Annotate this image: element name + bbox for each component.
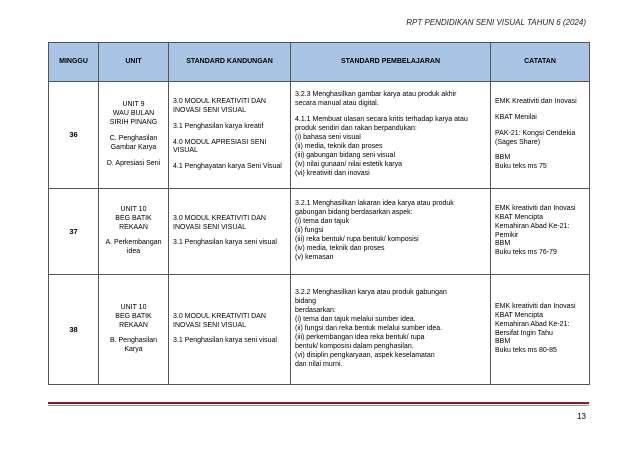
catatan-line: Buku teks ms 80-85: [495, 347, 557, 355]
pembelajaran-line: (vi) kreativiti dan inovasi: [295, 169, 370, 177]
cell-pembelajaran: [291, 275, 491, 385]
catatan-line: BBM: [495, 154, 511, 162]
unit-line: [103, 153, 164, 160]
header-minggu: MINGGU: [49, 43, 99, 82]
cell-minggu: 36: [49, 82, 99, 189]
unit-line: B. Penghasilan: [109, 337, 158, 345]
catatan-line: PAK-21: Kongsi Cendekia: [495, 129, 576, 137]
kandungan-line: [173, 330, 286, 337]
catatan-line: Bersifat Ingin Tahu: [495, 329, 553, 337]
unit-line: A. Perkembangan: [105, 239, 162, 247]
cell-minggu: 37: [49, 189, 99, 275]
catatan-line: (Sages Share): [495, 138, 541, 146]
cell-pembelajaran: [291, 82, 491, 189]
kandungan-line: 3.0 MODUL KREATIVITI DAN: [173, 97, 266, 105]
catatan-line: [495, 107, 585, 114]
pembelajaran-line: (ii) fungsi dan reka bentuk melalui sumber idea.: [295, 325, 443, 333]
cell-minggu: 38: [49, 275, 99, 385]
kandungan-line: 4.0 MODUL APRESIASI SENI: [173, 138, 267, 146]
kandungan-line: [173, 132, 286, 139]
pembelajaran-line: berdasarkan:: [295, 307, 336, 315]
header-catatan: CATATAN: [491, 43, 590, 82]
header-unit: UNIT: [99, 43, 169, 82]
unit-line: UNIT 10: [120, 205, 147, 213]
unit-line: BEG BATIK: [115, 214, 152, 222]
catatan-line: EMK kreativiti dan Inovasi: [495, 204, 576, 212]
kandungan-line: 3.1 Penghasilan karya seni visual: [173, 239, 277, 247]
pembelajaran-line: (ii) fungsi: [295, 227, 324, 235]
rpt-table: [48, 42, 590, 385]
table-row: [49, 189, 590, 275]
catatan-line: [495, 147, 585, 154]
cell-kandungan: [169, 82, 291, 189]
catatan-line: KBAT Menilai: [495, 113, 537, 121]
cell-unit: [99, 82, 169, 189]
catatan-line: BBM: [495, 240, 511, 248]
pembelajaran-line: (i) tema dan tajuk melalui sumber idea.: [295, 316, 416, 324]
pembelajaran-line: 3.2.2 Menghasilkan karya atau produk gabungan: [295, 289, 447, 297]
unit-line: REKAAN: [119, 223, 148, 231]
catatan-line: Kemahiran Abad Ke-21:: [495, 222, 570, 230]
kandungan-line: VISUAL: [173, 147, 198, 155]
unit-line: BEG BATIK: [115, 312, 152, 320]
pembelajaran-line: (iii) perkembangan idea reka bentuk/ rupa: [295, 333, 425, 341]
unit-line: [103, 128, 164, 135]
kandungan-line: INOVASI SENI VISUAL: [173, 106, 247, 114]
document-header-title: RPT PENDIDIKAN SENI VISUAL TAHUN 6 (2024): [406, 18, 586, 27]
pembelajaran-line: 3.2.1 Menghasilkan lakaran idea karya atau produk: [295, 200, 454, 208]
page-number: 13: [577, 412, 586, 421]
unit-line: C. Penghasilan: [109, 135, 158, 142]
kandungan-line: INOVASI SENI VISUAL: [173, 321, 247, 329]
cell-catatan: [491, 82, 590, 189]
kandungan-line: 4.1 Penghayatan karya Seni Visual: [173, 163, 282, 171]
pembelajaran-line: bidang: [295, 298, 317, 306]
unit-line: REKAAN: [119, 321, 148, 329]
kandungan-line: [173, 232, 286, 239]
pembelajaran-line: [295, 109, 486, 116]
pembelajaran-line: 4.1.1 Membuat ulasan secara kritis terhadap karya atau: [295, 116, 468, 124]
cell-catatan: [491, 189, 590, 275]
catatan-line: Buku teks ms 75: [495, 163, 547, 171]
cell-unit: [99, 189, 169, 275]
cell-catatan: [491, 275, 590, 385]
pembelajaran-line: (iii) reka bentuk/ rupa bentuk/ komposisi: [295, 235, 419, 243]
pembelajaran-line: bentuk/ komposisi dalam penghasilan.: [295, 342, 414, 350]
kandungan-line: 3.1 Penghasilan karya kreatif: [173, 122, 264, 130]
pembelajaran-line: 3.2.3 Menghasilkan gambar karya atau produk akhir: [295, 91, 457, 99]
unit-line: idea: [126, 248, 141, 256]
cell-pembelajaran: [291, 189, 491, 275]
unit-line: D. Apresiasi Seni: [106, 159, 161, 167]
unit-line: WAU BULAN: [112, 110, 155, 118]
cell-kandungan: [169, 189, 291, 275]
pembelajaran-line: (vi) disiplin pengkaryaan, aspek keselamatan: [295, 351, 435, 359]
table-row: [49, 82, 590, 189]
catatan-line: EMK kreativiti dan Inovasi: [495, 302, 576, 310]
footer-rule-thin: [48, 405, 589, 406]
kandungan-line: 3.0 MODUL KREATIVITI DAN: [173, 214, 266, 222]
kandungan-line: [173, 156, 286, 163]
kandungan-line: 3.0 MODUL KREATIVITI DAN: [173, 312, 266, 320]
unit-line: [103, 232, 164, 239]
unit-line: Karya: [124, 346, 143, 354]
pembelajaran-line: (ii) media, teknik dan proses: [295, 142, 383, 150]
table-header-row: [49, 43, 590, 82]
footer-rule: [48, 402, 589, 404]
pembelajaran-line: produk sendiri dan rakan berpandukan:: [295, 125, 417, 133]
unit-line: Gambar Karya: [110, 143, 157, 151]
catatan-line: KBAT Mencipta: [495, 213, 543, 221]
pembelajaran-line: secara manual atau digital.: [295, 100, 379, 108]
kandungan-line: INOVASI SENI VISUAL: [173, 223, 247, 231]
catatan-line: [495, 123, 585, 130]
unit-line: [103, 330, 164, 337]
catatan-line: Buku teks ms 76-79: [495, 249, 557, 257]
unit-line: SIRIH PINANG: [109, 119, 158, 127]
catatan-line: KBAT Mencipta: [495, 311, 543, 319]
cell-kandungan: [169, 275, 291, 385]
table-row: [49, 275, 590, 385]
header-standard-pembelajaran: STANDARD PEMBELAJARAN: [291, 43, 491, 82]
pembelajaran-line: dan nilai murni.: [295, 360, 343, 368]
kandungan-line: [173, 116, 286, 123]
catatan-line: Pemikir: [495, 231, 519, 239]
pembelajaran-line: (iii) gabungan bidang seni visual: [295, 151, 396, 159]
catatan-line: BBM: [495, 338, 511, 346]
pembelajaran-line: (iv) nilai gunaan/ nilai estetik karya: [295, 160, 402, 168]
unit-line: UNIT 10: [120, 303, 147, 311]
pembelajaran-line: (i) bahasa seni visual: [295, 134, 361, 142]
catatan-line: Kemahiran Abad Ke-21:: [495, 320, 570, 328]
pembelajaran-line: (i) tema dan tajuk: [295, 218, 350, 226]
kandungan-line: 3.1 Penghasilan karya seni visual: [173, 337, 277, 345]
pembelajaran-line: (v) kemasan: [295, 253, 334, 261]
catatan-line: EMK Kreativiti dan Inovasi: [495, 97, 577, 105]
unit-line: UNIT 9: [122, 101, 145, 109]
cell-unit: [99, 275, 169, 385]
pembelajaran-line: (iv) media, teknik dan proses: [295, 244, 385, 252]
header-standard-kandungan: STANDARD KANDUNGAN: [169, 43, 291, 82]
pembelajaran-line: gabungan bidang berdasarkan aspek:: [295, 209, 413, 217]
